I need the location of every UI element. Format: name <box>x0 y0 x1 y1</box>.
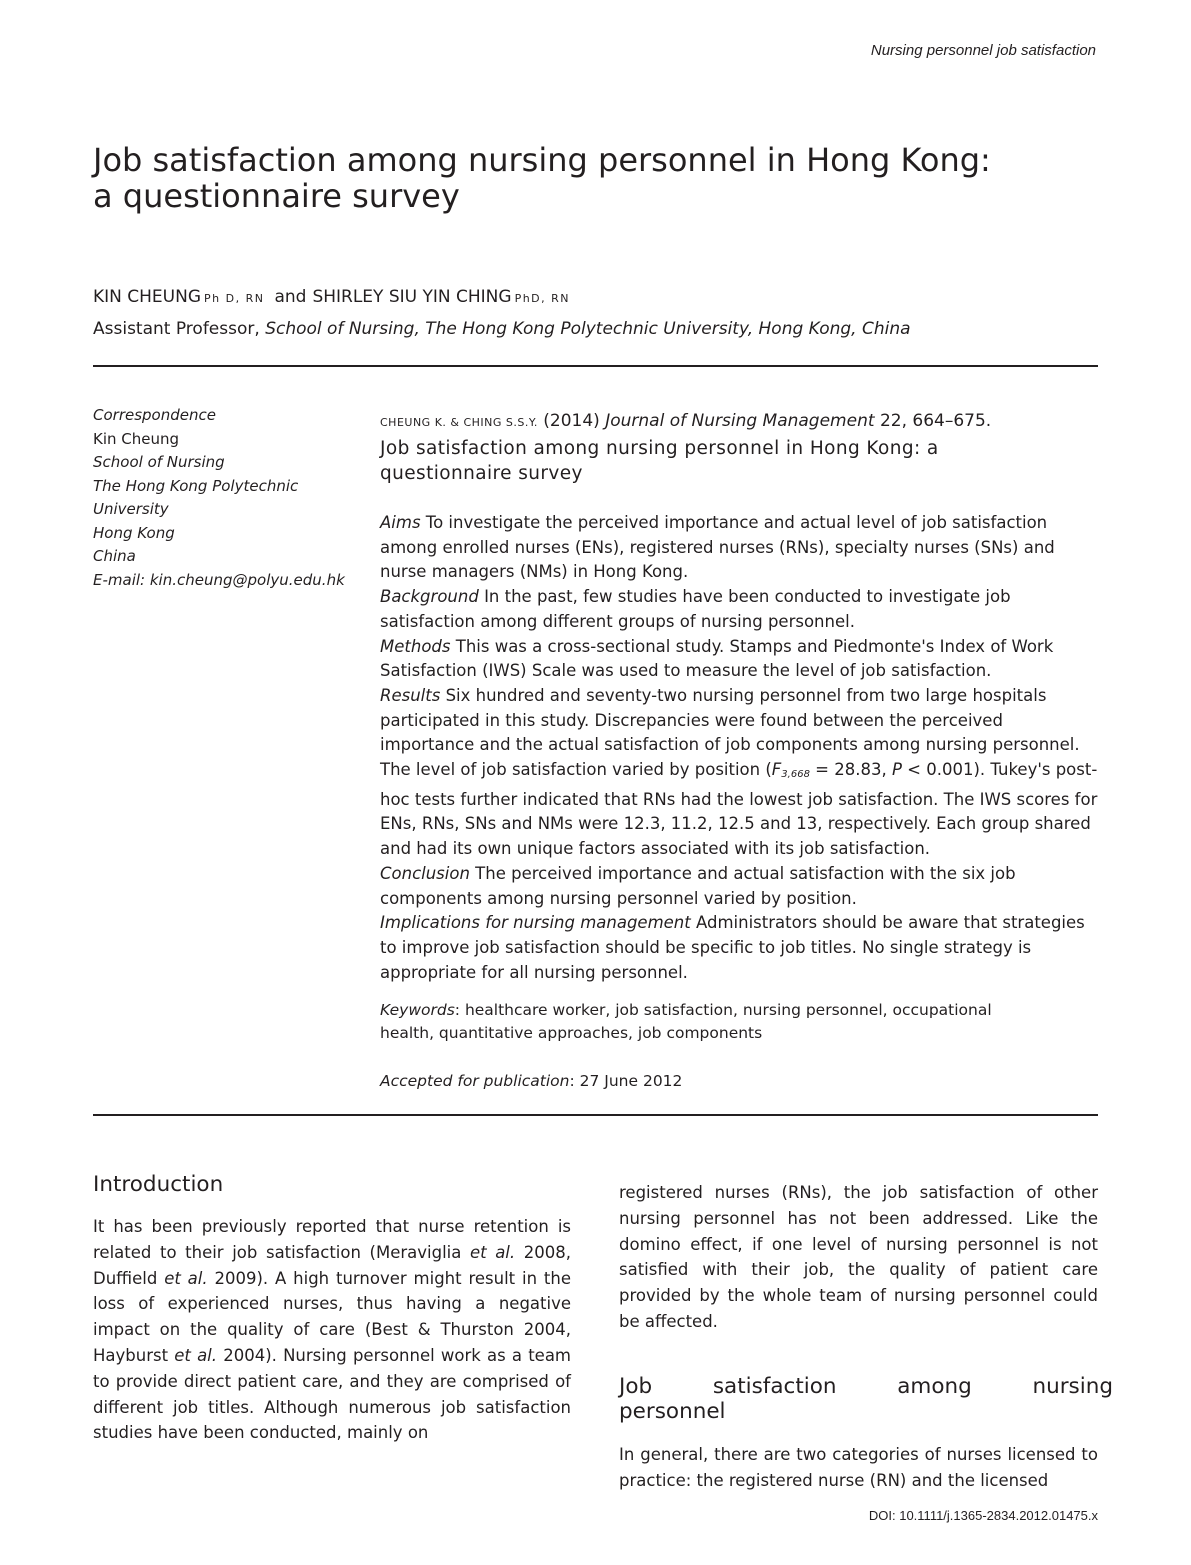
abstract-background <box>380 585 1100 634</box>
p-value-symbol: P <box>891 760 902 780</box>
correspondence-line: University <box>93 500 169 518</box>
citation-volume: 22, 664–675. <box>879 411 992 431</box>
correspondence-block <box>93 404 363 592</box>
background-text: In the past, few studies have been conducted to investigate job satisfaction among different groups of nursing personnel. <box>380 587 1011 631</box>
top-divider <box>93 365 1098 367</box>
f-statistic-symbol: F <box>771 760 782 780</box>
et-al: et al. <box>164 1268 208 1288</box>
affiliation-role: Assistant Professor, <box>93 319 260 339</box>
left-column <box>93 1172 571 1446</box>
keywords: Keywords: healthcare worker, job satisfaction, nursing personnel, occupational health, quantitative approaches, job components <box>380 1001 992 1043</box>
running-head: Nursing personnel job satisfaction <box>870 42 1096 59</box>
abstract-title-line-2: questionnaire survey <box>380 463 583 484</box>
abstract-implications <box>380 911 1100 985</box>
keywords-line-2: health, quantitative approaches, job components <box>380 1024 763 1043</box>
email-link[interactable]: kin.cheung@polyu.edu.hk <box>149 570 345 589</box>
keywords-label: Keywords <box>380 1001 455 1020</box>
results-text: Six hundred and seventy-two nursing personnel from two large hospitals participated in this study. Discrepancies were found between the perceived importance and the actual satisfaction of job components among nursing personnel. The level of job satisfaction varied by position ( <box>380 685 1080 780</box>
abstract-aims <box>380 511 1100 585</box>
bottom-divider <box>93 1114 1098 1116</box>
implications-label: Implications for nursing management <box>380 913 691 933</box>
email-label: E-mail: <box>93 570 146 589</box>
affiliation <box>93 319 911 339</box>
results-label: Results <box>380 685 441 705</box>
correspondence-line: Hong Kong <box>93 523 175 542</box>
accepted-date: Accepted for publication: 27 June 2012 <box>380 1072 683 1091</box>
licensing-paragraph: In general, there are two categories of nurses licensed to practice: the registered nurse (RN) and the licensed <box>619 1444 1098 1490</box>
aims-label: Aims <box>380 513 421 532</box>
introduction-paragraph <box>93 1214 571 1446</box>
implications-text: Administrators should be aware that strategies to improve job satisfaction should be specific to job titles. No single strategy is appropriate for all nursing personnel. <box>380 913 1085 982</box>
degrees-of-freedom: 3,668 <box>781 769 810 781</box>
citation-year: (2014) <box>543 411 600 431</box>
continued-paragraph: registered nurses (RNs), the job satisfaction of other nursing personnel has not been addressed. Like the domino effect, if one level of nursing personnel is not satisfied with their job, the quality of patient care provided by the whole team of nursing personnel could be affected. <box>619 1183 1098 1331</box>
intro-text: 2008, Duffield <box>93 1242 571 1288</box>
heading-line-1: Job satisfaction among nursing <box>619 1373 1113 1399</box>
author-2: SHIRLEY SIU YIN CHING <box>312 287 512 307</box>
author-line <box>93 287 570 307</box>
abstract-block <box>380 410 1100 1092</box>
author-conjunction: and <box>274 287 307 307</box>
accepted-label: Accepted for publication <box>380 1072 570 1091</box>
abstract-body <box>380 511 1100 985</box>
correspondence-name: Kin Cheung <box>93 429 180 448</box>
title-line-2: a questionnaire survey <box>93 177 460 215</box>
abstract-methods <box>380 635 1100 684</box>
methods-label: Methods <box>380 636 451 656</box>
aims-text: To investigate the perceived importance and actual level of job satisfaction among enrolled nurses (ENs), registered nurses (RNs), specialty nurses (SNs) and nurse managers (NMs) in Hong Kong. <box>380 513 1055 582</box>
abstract-title <box>380 436 1100 486</box>
keywords-line-1: healthcare worker, job satisfaction, nursing personnel, occupational <box>464 1001 992 1020</box>
correspondence-line: China <box>93 547 136 565</box>
intro-text: It has been previously reported that nurse retention is related to their job satisfaction (Meraviglia <box>93 1217 571 1262</box>
citation-journal: Journal of Nursing Management <box>605 411 875 431</box>
background-label: Background <box>380 587 479 607</box>
et-al: et al. <box>469 1242 516 1262</box>
abstract-conclusion <box>380 862 1100 911</box>
intro-text: 2009). A high turnover might result in the loss of experienced nurses, thus having a negative impact on the quality of care (Best & Thurston 2004, Hayburst <box>93 1268 571 1365</box>
citation <box>380 410 1100 434</box>
methods-text: This was a cross-sectional study. Stamps and Piedmonte's Index of Work Satisfaction (IWS) Scale was used to measure the level of job satisfaction. <box>380 636 1054 681</box>
abstract-title-line-1: Job satisfaction among nursing personnel in Hong Kong: a <box>380 438 939 459</box>
author-1-credentials: Ph D, RN <box>204 292 265 305</box>
abstract-results <box>380 684 1100 862</box>
introduction-heading: Introduction <box>93 1172 224 1197</box>
conclusion-text: The perceived importance and actual satisfaction with the six job components among nursing personnel varied by position. <box>380 863 1016 908</box>
article-title <box>93 142 1103 214</box>
author-1: KIN CHEUNG <box>93 287 202 307</box>
results-text: < 0.001). Tukey's post-hoc tests further indicated that RNs had the lowest job satisfaction. The IWS scores for ENs, RNs, SNs and NMs were 12.3, 11.2, 12.5 and 13, respectively. Each group shared and had its own unique factors associated with its job satisfaction. <box>380 760 1098 859</box>
right-column <box>619 1180 1113 1493</box>
job-satisfaction-heading <box>619 1374 1113 1424</box>
doi[interactable]: DOI: 10.1111/j.1365-2834.2012.01475.x <box>868 1508 1098 1523</box>
correspondence-email <box>93 569 363 593</box>
author-2-credentials: PhD, RN <box>514 292 571 305</box>
results-text: = 28.83, <box>809 760 892 780</box>
conclusion-label: Conclusion <box>380 863 470 883</box>
intro-text: 2004). Nursing personnel work as a team to provide direct patient care, and they are comprised of different job titles. Although numerous job satisfaction studies have been conducted, mainly on <box>93 1345 572 1443</box>
et-al: et al. <box>174 1345 218 1365</box>
heading-line-2: personnel <box>619 1398 726 1424</box>
accepted-date-value: 27 June 2012 <box>579 1072 683 1091</box>
title-line-1: Job satisfaction among nursing personnel in Hong Kong: <box>93 141 991 179</box>
correspondence-line: The Hong Kong Polytechnic <box>93 476 299 495</box>
citation-authors: CHEUNG K. & CHING S.S.Y. <box>380 416 538 429</box>
correspondence-heading: Correspondence <box>93 406 216 424</box>
correspondence-line: School of Nursing <box>93 453 225 471</box>
affiliation-institution: School of Nursing, The Hong Kong Polytechnic University, Hong Kong, China <box>265 319 911 339</box>
